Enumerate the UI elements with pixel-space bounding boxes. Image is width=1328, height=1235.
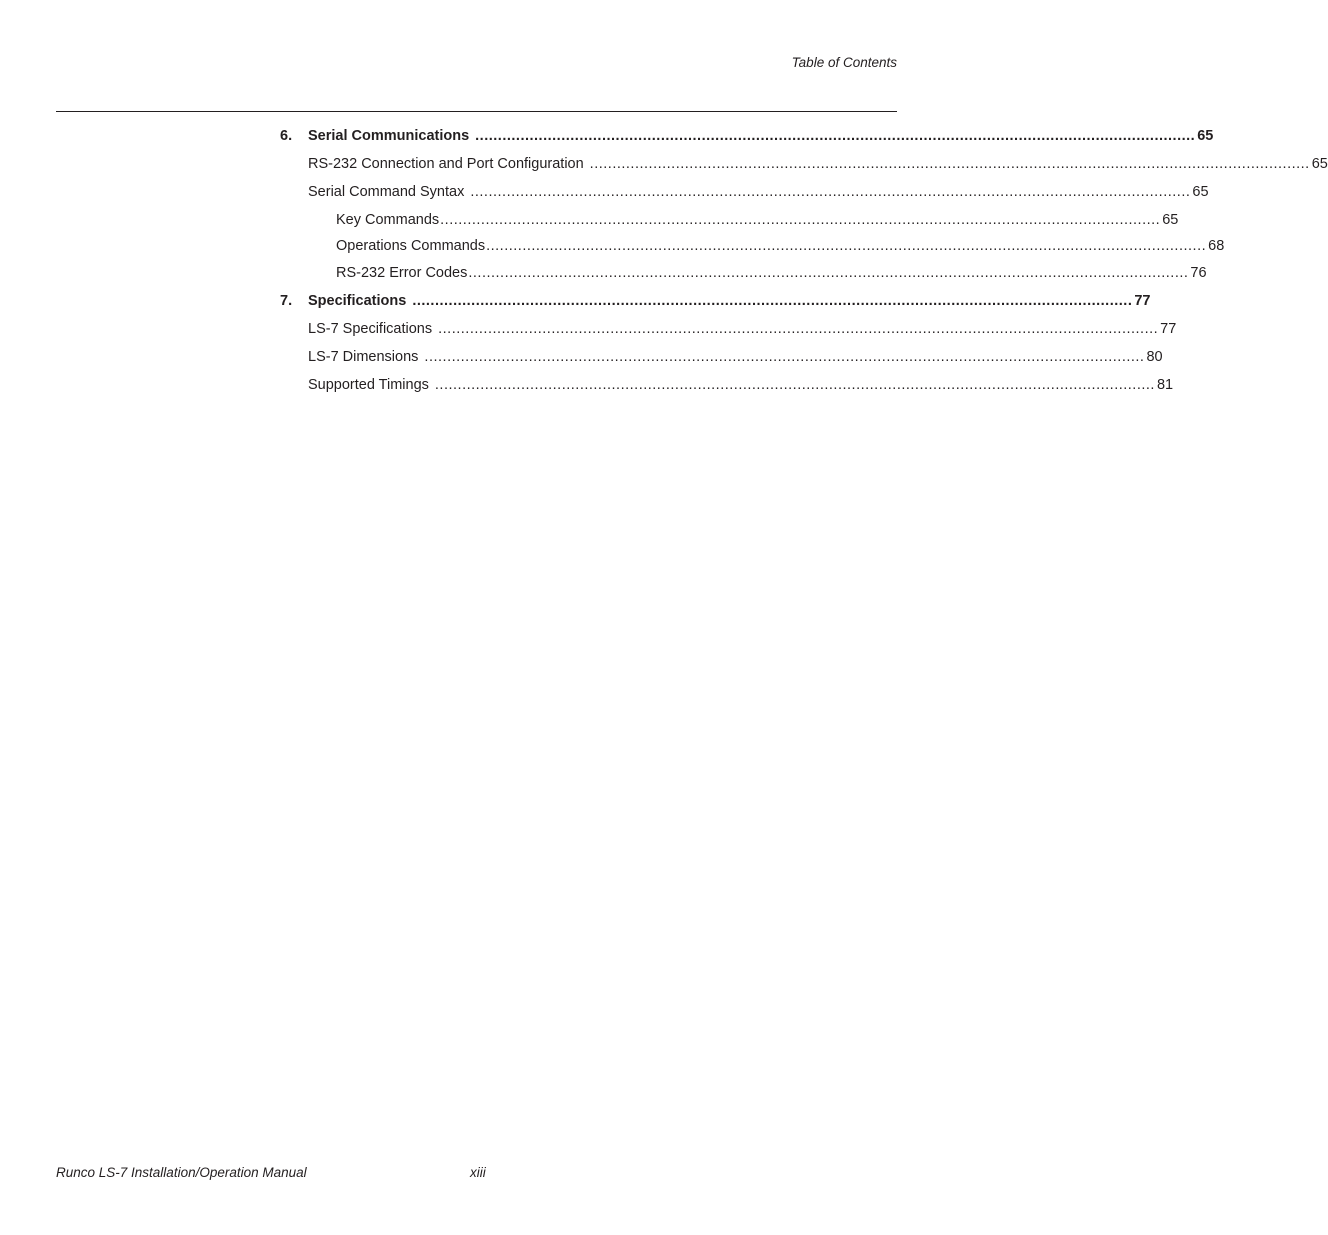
toc-entry-rs232-connection[interactable] — [308, 154, 1328, 174]
dot-leader: ............................................................................................................................................................... — [470, 184, 1191, 200]
toc-page-number: 77 — [1134, 293, 1151, 309]
toc-page-number: 76 — [1190, 265, 1207, 281]
toc-entry-title: Operations Commands — [336, 238, 486, 254]
toc-entry-title: LS-7 Dimensions — [308, 349, 419, 365]
dot-leader: ............................................................................................................................................................... — [589, 156, 1310, 172]
header-rule — [56, 111, 897, 112]
toc-entry-serial-command-syntax[interactable] — [308, 182, 1209, 202]
toc-entry-key-commands[interactable] — [336, 210, 1179, 230]
toc-entry-title: Specifications — [308, 293, 407, 309]
toc-entry-title: Serial Communications — [308, 128, 470, 144]
dot-leader: ............................................................................................................................................................... — [440, 212, 1161, 228]
toc-entry-title: RS-232 Error Codes — [336, 265, 468, 281]
dot-leader: ............................................................................................................................................................... — [486, 238, 1207, 254]
toc-page-number: 81 — [1156, 377, 1174, 393]
toc-entry-title: Key Commands — [336, 212, 440, 228]
toc-entry-title: Supported Timings — [308, 377, 429, 393]
toc-entry-title: Serial Command Syntax — [308, 184, 465, 200]
toc-entry-ls7-specifications[interactable] — [308, 319, 1177, 339]
toc-entry-title: LS-7 Specifications — [308, 321, 433, 337]
footer-page-number: xiii — [470, 1165, 486, 1180]
dot-leader: ............................................................................................................................................................... — [412, 293, 1133, 309]
toc-page-number: 77 — [1160, 321, 1177, 337]
dot-leader: ............................................................................................................................................................... — [438, 321, 1159, 337]
dot-leader: ............................................................................................................................................................... — [475, 128, 1196, 144]
toc-page-number: 65 — [1311, 156, 1328, 172]
toc-entry-title: RS-232 Connection and Port Configuration — [308, 156, 584, 172]
toc-entry-ls7-dimensions[interactable] — [308, 347, 1163, 367]
toc-entry-chapter-7[interactable] — [280, 291, 1151, 311]
toc-page-number: 80 — [1146, 349, 1163, 365]
toc-page-number: 68 — [1208, 238, 1225, 254]
footer-manual-title: Runco LS-7 Installation/Operation Manual — [56, 1165, 307, 1180]
dot-leader: ............................................................................................................................................................... — [434, 377, 1155, 393]
chapter-number: 7. — [280, 293, 293, 309]
toc-entry-rs232-error-codes[interactable] — [336, 263, 1207, 283]
toc-entry-operations-commands[interactable] — [336, 236, 1225, 256]
toc-page-number: 65 — [1197, 128, 1214, 144]
dot-leader: ............................................................................................................................................................... — [468, 265, 1189, 281]
toc-page-number: 65 — [1192, 184, 1209, 200]
toc-page-number: 65 — [1162, 212, 1179, 228]
toc-entry-supported-timings[interactable] — [308, 375, 1174, 395]
toc-entry-chapter-6[interactable] — [280, 126, 1214, 146]
dot-leader: ............................................................................................................................................................... — [424, 349, 1145, 365]
running-header-title: Table of Contents — [791, 55, 897, 70]
chapter-number: 6. — [280, 128, 293, 144]
